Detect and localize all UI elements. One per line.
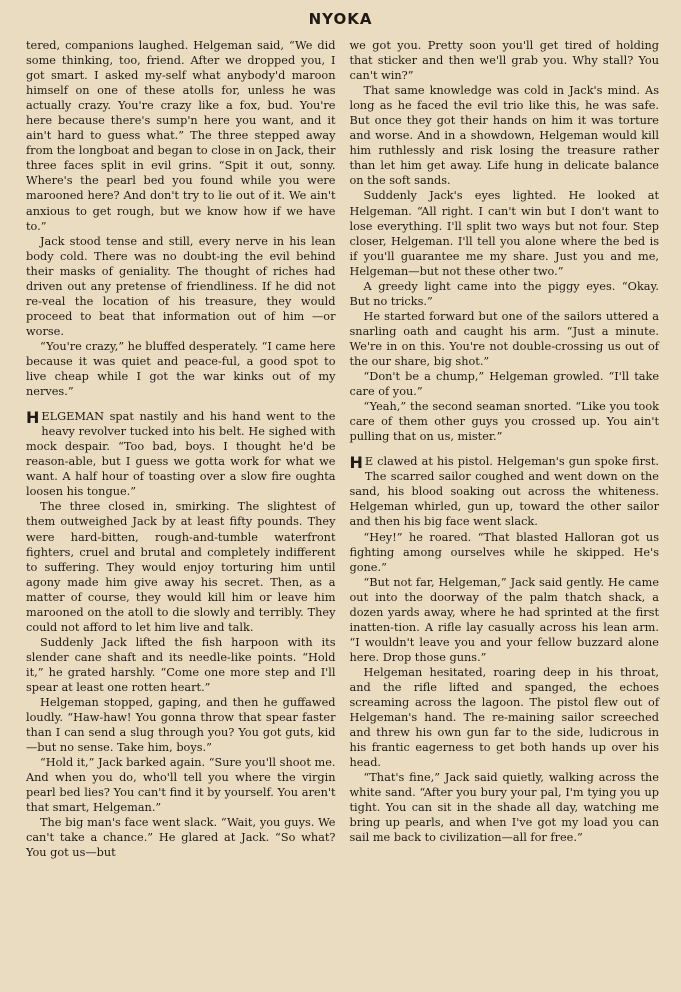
paragraph (350, 454, 660, 529)
paragraph (26, 38, 336, 234)
paragraph (350, 188, 660, 278)
paragraph (350, 279, 660, 309)
paragraph-text: “You're crazy,” he bluffed desperately. “I came here because it was quiet and peace-ful, a good spot to live cheap while I got the war kinks out of my nerves.” (26, 339, 336, 399)
left-column (26, 38, 336, 861)
paragraph-text: “That's fine,” Jack said quietly, walking across the white sand. “After you bury your pal, I'm tying you up tight. You can sit in the shade all day, watching me bring up pearls, and when I've got my load you can sail me back to civilization—all for free.” (349, 771, 659, 845)
paragraph (350, 575, 660, 665)
drop-cap: H (26, 408, 40, 428)
paragraph (26, 815, 336, 860)
paragraph (350, 38, 660, 83)
paragraph (26, 755, 336, 815)
paragraph-text: Suddenly Jack lifted the fish harpoon with its slender cane shaft and its needle-like points. “Hold it,” he grated harshly. “Come one more step and I'll spear at least one rotten heart.” (26, 635, 336, 694)
paragraph (350, 530, 660, 575)
paragraph-text: Jack stood tense and still, every nerve in his lean body cold. There was no doubt-ing the evil behind their masks of geniality. The thought of riches had driven out any pretense of friendliness. If he did not re-veal the location of his treasure, they would proceed to beat that information out of him —or worse. (26, 234, 336, 338)
paragraph-text: tered, companions laughed. Helgeman said, “We did some thinking, too, friend. After we dropped you, I got smart. I asked my-self what anybody'd maroon himself on one of these atolls for, unless he was actually crazy. You're crazy like a fox, bud. You're here because there's sump'n here you want, and it ain't hard to guess what.” The three stepped away from the longboat and began to close in on Jack, their three faces split in evil grins. “Spit it out, sonny. Where's the pearl bed you found while you were marooned here? And don't try to lie out of it. We ain't anxious to get rough, but we know how if we have to.” (26, 39, 336, 233)
running-head: NYOKA (308, 10, 373, 28)
paragraph (26, 635, 336, 695)
paragraph (350, 83, 660, 188)
paragraph-text: The three closed in, smirking. The slightest of them outweighed Jack by at least fifty pounds. They were hard-bitten, rough-and-tumble waterfront fighters, cruel and brutal and completely indifferent to suffering. They would enjoy torturing him until agony made him give away his secret. Then, as a matter of course, they would kill him or leave him marooned on the atoll to die slowly and terribly. They could not afford to let him live and talk. (26, 500, 336, 634)
paragraph-text: He started forward but one of the sailors uttered a snarling oath and caught his arm. “Just a minute. We're in on this. You're not double-crossing us out of the our share, big shot.” (349, 309, 659, 368)
paragraph-text: ELGEMAN spat nastily and his hand went to the heavy revolver tucked into his belt. He sighed with mock despair. “Too bad, boys. I thought he'd be reason-able, but I guess we gotta work for what we want. A half hour of toasting over a slow fire oughta loosen his tongue.” (26, 410, 336, 499)
paragraph-text: Helgeman stopped, gaping, and then he guffawed loudly. “Haw-haw! You gonna throw that spear faster than I can send a slug through you? You got guts, kid—but no sense. Take him, boys.” (26, 696, 336, 755)
drop-cap: H (349, 453, 363, 473)
right-column (350, 38, 660, 861)
paragraph-text: E clawed at his pistol. Helgeman's gun spoke first. The scarred sailor coughed and went down on the sand, his blood soaking out across the whiteness. Helgeman whirled, gun up, toward the other sailor and then his big face went slack. (349, 455, 659, 529)
paragraph-text: “But not far, Helgeman,” Jack said gently. He came out into the doorway of the palm thatch shack, a dozen yards away, where he had sprinted at the first inatten-tion. A rifle lay casually across his lean arm. “I wouldn't leave you and your fellow buzzard alone here. Drop those guns.” (349, 575, 659, 664)
paragraph-text: Helgeman hesitated, roaring deep in his throat, and the rifle lifted and spanged, the echoes screaming across the lagoon. The pistol flew out of Helgeman's hand. The re-maining sailor screeched and threw his own gun far to the side, ludicrous in his frantic eagerness to get both hands up over his head. (349, 665, 659, 770)
paragraph (26, 234, 336, 339)
paragraph-text: “Hey!” he roared. “That blasted Halloran got us fighting among ourselves while he skipped. He's gone.” (349, 530, 659, 574)
paragraph-text: “Yeah,” the second seaman snorted. “Like you took care of them other guys you crossed up. You ain't pulling that on us, mister.” (349, 400, 659, 444)
paragraph-text: That same knowledge was cold in Jack's mind. As long as he faced the evil trio like this, he was safe. But once they got their hands on him it was torture and worse. And in a showdown, Helgeman would kill him ruthlessly and risk losing the treasure rather than let him get away. Life hung in delicate balance on the soft sands. (349, 84, 659, 188)
paragraph-text: The big man's face went slack. “Wait, you guys. We can't take a chance.” He glared at Jack. “So what? You got us—but (26, 816, 336, 860)
paragraph (350, 369, 660, 399)
paragraph (26, 339, 336, 399)
paragraph (350, 665, 660, 770)
paragraph-text: “Don't be a chump,” Helgeman growled. “I'll take care of you.” (349, 370, 659, 399)
paragraph-text: Suddenly Jack's eyes lighted. He looked at Helgeman. “All right. I can't win but I don't want to lose everything. I'll split two ways but not four. Step closer, Helgeman. I'll tell you alone where the bed is if you'll guarantee me my share. Just you and me, Helgeman—but not these other two.” (349, 189, 659, 278)
paragraph-text: “Hold it,” Jack barked again. “Sure you'll shoot me. And when you do, who'll tell you where the virgin pearl bed lies? You can't find it by yourself. You aren't that smart, Helgeman.” (26, 756, 336, 815)
paragraph (26, 695, 336, 755)
paragraph-text: A greedy light came into the piggy eyes. “Okay. But no tricks.” (349, 279, 659, 308)
paragraph (350, 309, 660, 369)
paragraph (26, 499, 336, 634)
text-columns (26, 38, 659, 861)
paragraph (26, 409, 336, 499)
paragraph (350, 399, 660, 444)
paragraph-text: we got you. Pretty soon you'll get tired of holding that sticker and then we'll grab you. Why stall? You can't win?” (349, 39, 659, 83)
paragraph (350, 770, 660, 845)
